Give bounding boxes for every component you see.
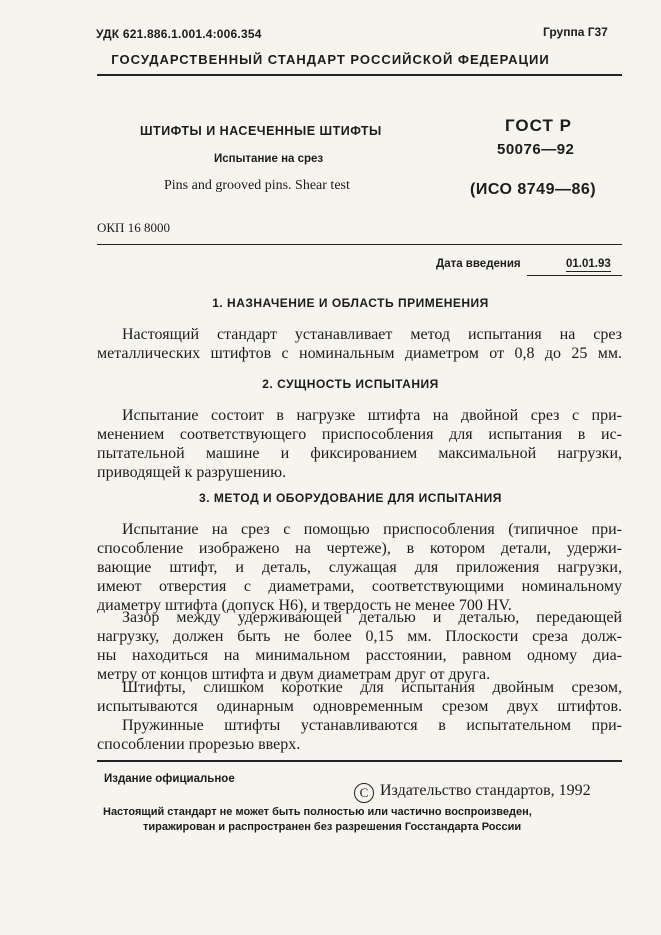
copyright-line	[354, 782, 591, 803]
intro-date-underline	[527, 275, 622, 276]
udk-code: УДК 621.886.1.001.4:006.354	[96, 27, 262, 41]
title-divider	[97, 244, 622, 245]
document-title: ШТИФТЫ И НАСЕЧЕННЫЕ ШТИФТЫ	[140, 124, 382, 138]
section-1-line: металлических штифтов с номинальным диаметром от 0,8 до 25 мм.	[97, 345, 622, 362]
copyright-icon: C	[354, 783, 374, 803]
footer-divider	[97, 760, 622, 762]
copyright-text: Издательство стандартов, 1992	[380, 782, 591, 799]
section-3-line: способлении прорезью вверх.	[97, 736, 301, 753]
english-title: Pins and grooved pins. Shear test	[164, 178, 350, 193]
section-2-line: Испытание состоит в нагрузке штифта на двойной срез с при-	[122, 407, 622, 424]
section-2-heading: 2. СУЩНОСТЬ ИСПЫТАНИЯ	[262, 377, 439, 391]
state-standard-heading: ГОСУДАРСТВЕННЫЙ СТАНДАРТ РОССИЙСКОЙ ФЕДЕРАЦИИ	[111, 52, 550, 67]
section-3-line: Штифты, слишком короткие для испытания двойным срезом,	[122, 679, 622, 696]
reproduction-notice-line-2: тиражирован и распространен без разрешения Госстандарта России	[143, 821, 522, 833]
section-2-line: приводящей к разрушению.	[97, 464, 287, 481]
section-2-line: менением соответствующего приспособления для испытания в ис-	[97, 426, 622, 443]
section-1-heading: 1. НАЗНАЧЕНИЕ И ОБЛАСТЬ ПРИМЕНЕНИЯ	[212, 296, 489, 310]
section-3-line: нагрузку, должен быть не более 0,15 мм. Плоскости среза долж-	[97, 628, 622, 645]
gost-label: ГОСТ Р	[505, 116, 572, 135]
edition-label: Издание официальное	[104, 773, 235, 785]
reproduction-notice-line-1: Настоящий стандарт не может быть полностью или частично воспроизведен,	[103, 806, 532, 818]
section-3-line: способление изображено на чертеже), в котором детали, удержи-	[97, 540, 622, 557]
gost-number: 50076—92	[497, 141, 575, 158]
intro-date-value: 01.01.93	[566, 258, 611, 270]
okp-code: ОКП 16 8000	[97, 220, 170, 235]
section-1-line: Настоящий стандарт устанавливает метод испытания на срез	[122, 326, 622, 343]
group-code: Группа Г37	[543, 25, 608, 39]
intro-date-label: Дата введения	[436, 258, 521, 270]
section-3-line: вающие штифт, и деталь, служащая для приложения нагрузки,	[97, 559, 622, 576]
section-3-line: Зазор между удерживающей деталью и деталью, передающей	[122, 609, 622, 626]
section-3-line: диаметру штифта (допуск H6), и твердость не менее 700 HV.	[97, 597, 512, 614]
section-3-line: имеют отверстия с диаметрами, соответствующими номинальному	[97, 578, 622, 595]
section-2-line: пытательной машине и фиксированием максимальной нагрузки,	[97, 445, 622, 462]
header-divider	[97, 74, 622, 76]
iso-reference: (ИСО 8749—86)	[470, 181, 597, 198]
section-3-line: Пружинные штифты устанавливаются в испытательном при-	[122, 717, 622, 734]
section-3-line: испытываются одинарным одновременным срезом двух штифтов.	[97, 698, 622, 715]
document-subtitle: Испытание на срез	[214, 153, 324, 165]
section-3-line: Испытание на срез с помощью приспособления (типичное при-	[122, 521, 622, 538]
section-3-line: метру от концов штифта и двум диаметрам друг от друга.	[97, 666, 491, 683]
section-3-line: ны находиться на минимальном расстоянии, равном одному диа-	[97, 647, 622, 664]
section-3-heading: 3. МЕТОД И ОБОРУДОВАНИЕ ДЛЯ ИСПЫТАНИЯ	[199, 491, 502, 505]
